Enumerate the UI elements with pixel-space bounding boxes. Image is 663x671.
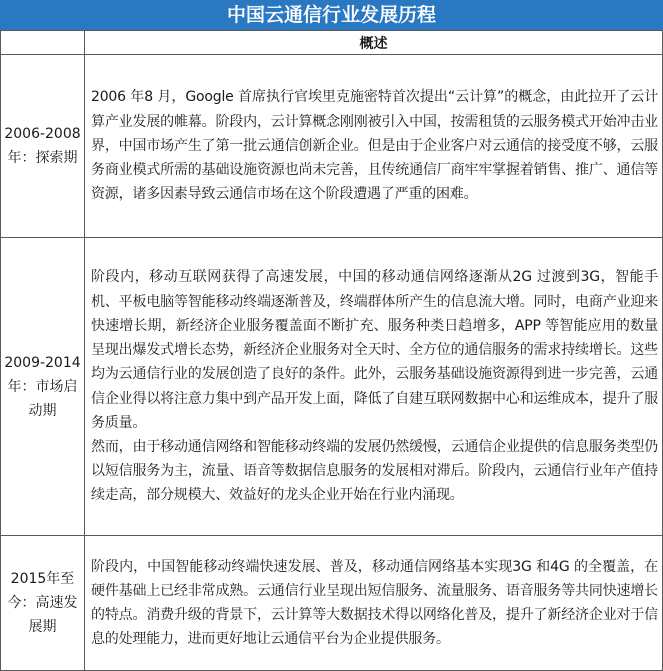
overview-header: 概述 <box>85 31 663 55</box>
history-table <box>0 30 663 671</box>
overview-paragraph: 然而，由于移动通信网络和智能移动终端的发展仍然缓慢，云通信企业提供的信息服务类型仍以短信服务为主，流量、语音等数据信息服务的发展相对滞后。阶段内，云通信行业年产值持续走高，部分规模大、效益好的龙头企业开始在行业内涌现。 <box>91 438 658 504</box>
period-cell: 2015年至今：高速发展期 <box>1 536 85 671</box>
overview-paragraph: 阶段内，中国智能移动终端快速发展、普及，移动通信网络基本实现3G 和4G 的全覆盖，在硬件基础上已经非常成熟。云通信行业呈现出短信服务、流量服务、语音服务等共同快速增长的特点。消费升级的背景下，云计算等大数据技术得以网络化普及，提升了新经济企业对于信息的处理能力，进而更好地让云通信平台为企业提供服务。 <box>91 558 658 648</box>
header-row <box>1 31 663 55</box>
table-row <box>1 55 663 238</box>
table-title: 中国云通信行业发展历程 <box>0 0 663 30</box>
overview-cell <box>85 238 663 536</box>
period-cell: 2006-2008年：探索期 <box>1 55 85 238</box>
overview-paragraph: 阶段内，移动互联网获得了高速发展，中国的移动通信网络逐渐从2G 过渡到3G，智能手机、平板电脑等智能移动终端逐渐普及，终端群体所产生的信息流大增。同时，电商产业迎来快速增长期，新经济企业服务覆盖面不断扩充、服务种类日趋增多，APP 等智能应用的数量呈现出爆发式增长态势，新经济企业服务对全天时、全方位的通信服务的需求持续增长。这些均为云通信行业的发展创造了良好的条件。此外，云服务基础设施资源得到进一步完善，云通信企业得以将注意力集中到产品开发上面，降低了自建互联网数据中心和运维成本，提升了服务质量。 <box>91 269 658 431</box>
overview-cell <box>85 536 663 671</box>
table-row <box>1 536 663 671</box>
table-row <box>1 238 663 536</box>
period-cell: 2009-2014年：市场启动期 <box>1 238 85 536</box>
overview-cell <box>85 55 663 238</box>
overview-paragraph: 2006 年8 月，Google 首席执行官埃里克施密特首次提出“云计算”的概念，由此拉开了云计算产业发展的帷幕。阶段内，云计算概念刚刚被引入中国，按需租赁的云服务模式开始冲击业界，中国市场产生了第一批云通信创新企业。但是由于企业客户对云通信的接受度不够，云服务商业模式所需的基础设施资源也尚未完善，且传统通信厂商牢牢掌握着销售、推广、通信等资源，诸多因素导致云通信市场在这个阶段遭遇了严重的困难。 <box>91 89 658 203</box>
period-header <box>1 31 85 55</box>
